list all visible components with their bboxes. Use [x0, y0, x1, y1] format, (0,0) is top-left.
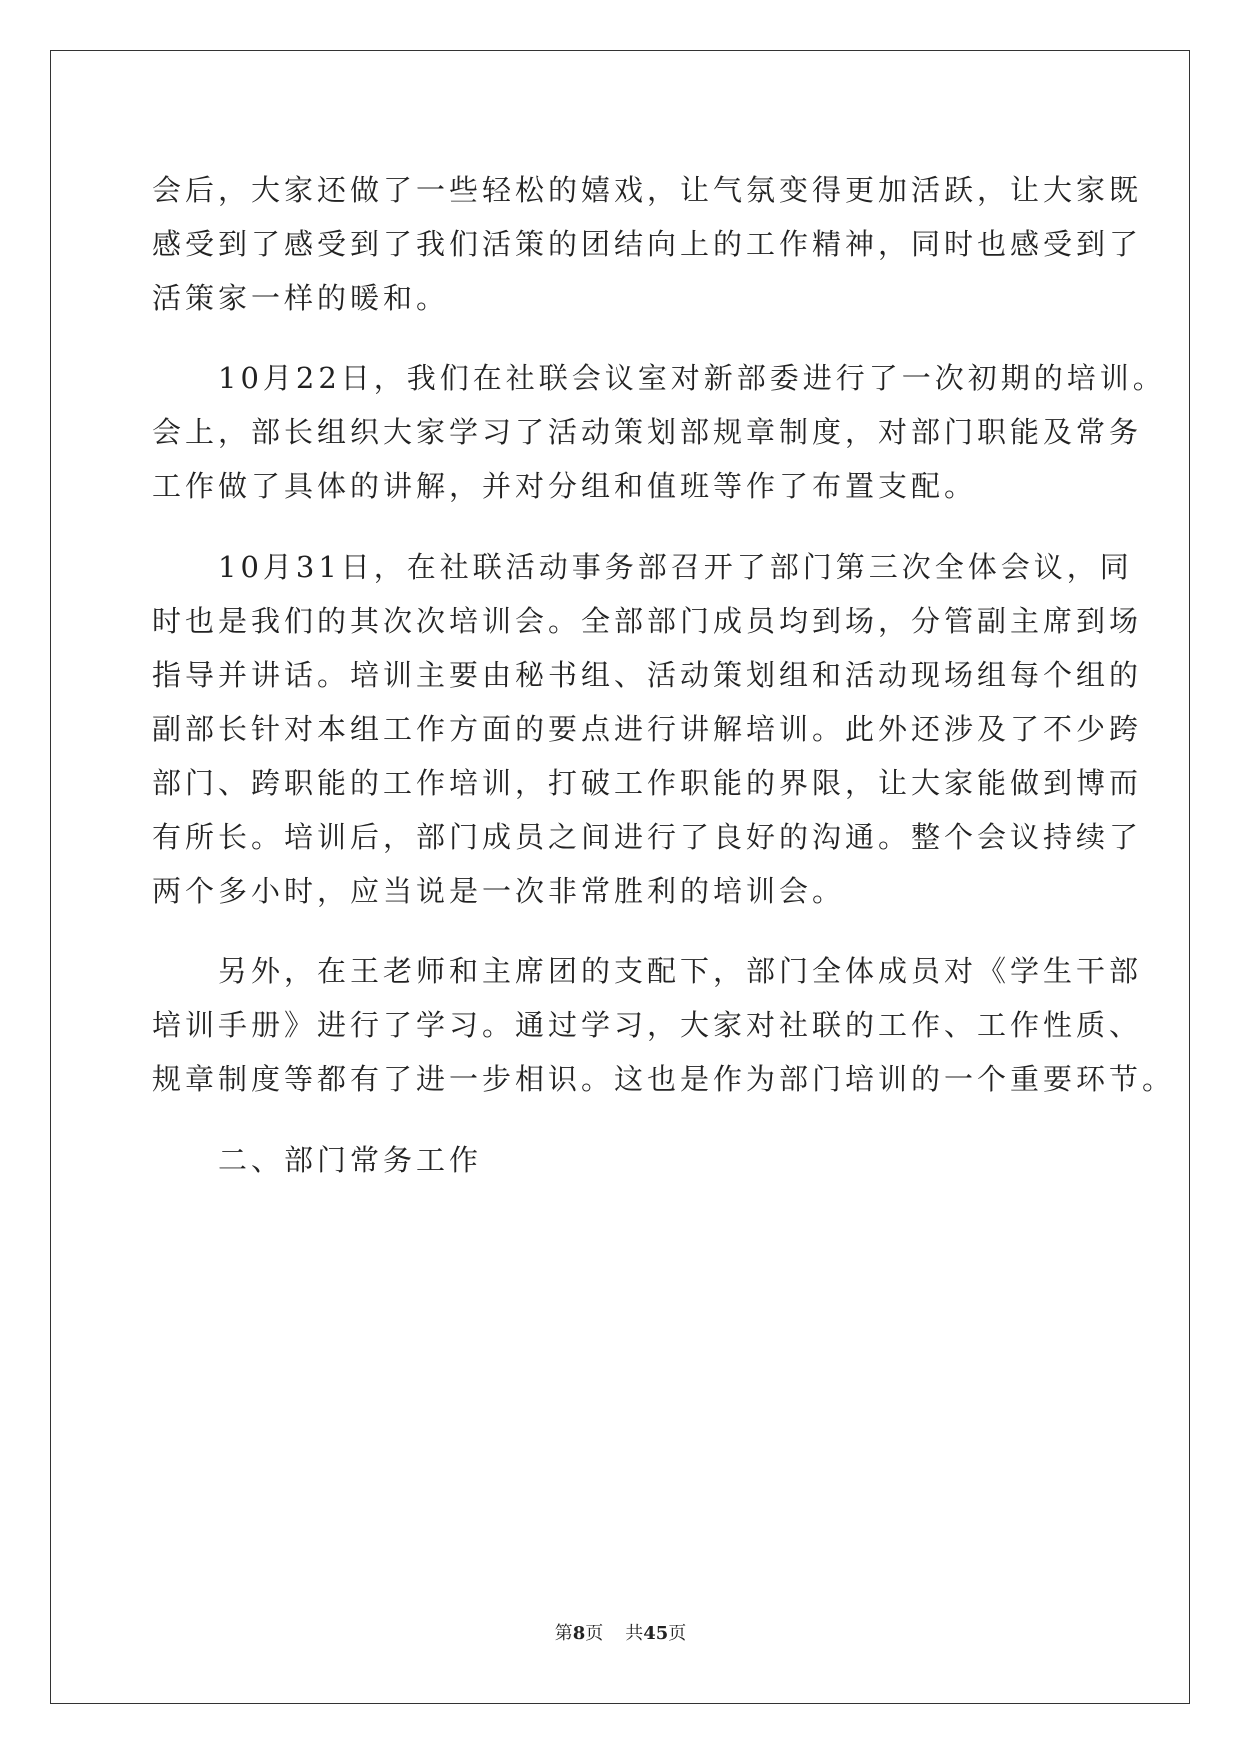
text-line: 有所长。培训后，部门成员之间进行了良好的沟通。整个会议持续了 [152, 820, 1143, 854]
page-prefix: 第 [554, 1623, 573, 1644]
text-line: 10月22日，我们在社联会议室对新部委进行了一次初期的培训。 [152, 361, 1166, 395]
text-line: 工作做了具体的讲解，并对分组和值班等作了布置支配。 [152, 469, 978, 503]
text-line: 时也是我们的其次次培训会。全部部门成员均到场，分管副主席到场 [152, 604, 1143, 638]
page-suffix: 页 [585, 1623, 604, 1644]
text-line: 培训手册》进行了学习。通过学习，大家对社联的工作、工作性质、 [152, 1008, 1143, 1042]
text-line: 两个多小时，应当说是一次非常胜利的培训会。 [152, 874, 846, 908]
text-line: 另外，在王老师和主席团的支配下，部门全体成员对《学生干部 [152, 954, 1143, 988]
text-line: 10月31日，在社联活动事务部召开了部门第三次全体会议，同 [152, 550, 1133, 584]
text-line: 规章制度等都有了进一步相识。这也是作为部门培训的一个重要环节。 [152, 1062, 1176, 1096]
text-line: 副部长针对本组工作方面的要点进行讲解培训。此外还涉及了不少跨 [152, 712, 1143, 746]
total-suffix: 页 [668, 1623, 687, 1644]
total-pages: 45 [643, 1623, 669, 1644]
text-line: 指导并讲话。培训主要由秘书组、活动策划组和活动现场组每个组的 [152, 658, 1143, 692]
total-prefix: 共 [625, 1623, 644, 1644]
text-line: 感受到了感受到了我们活策的团结向上的工作精神，同时也感受到了 [152, 227, 1143, 261]
page-number: 8 [572, 1623, 586, 1644]
text-line: 活策家一样的暖和。 [152, 281, 450, 315]
text-line: 部门、跨职能的工作培训，打破工作职能的界限，让大家能做到博而 [152, 766, 1143, 800]
text-line: 二、部门常务工作 [152, 1143, 483, 1177]
page-footer [0, 1622, 1241, 1646]
text-line: 会上，部长组织大家学习了活动策划部规章制度，对部门职能及常务 [152, 415, 1143, 449]
text-line: 会后，大家还做了一些轻松的嬉戏，让气氛变得更加活跃，让大家既 [152, 173, 1143, 207]
